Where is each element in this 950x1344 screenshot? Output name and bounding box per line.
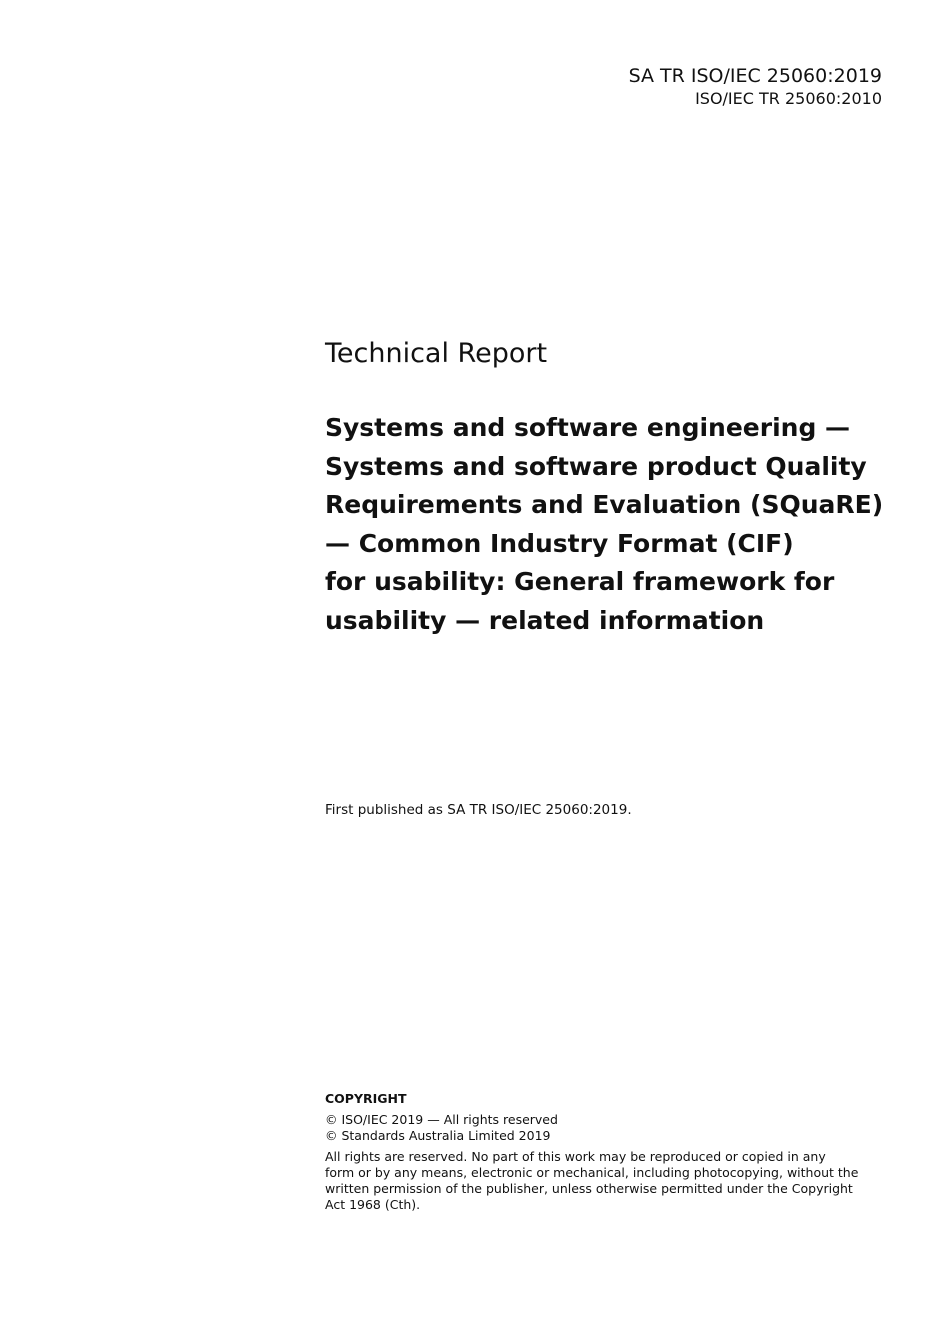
notice-line: All rights are reserved. No part of this work may be reproduced or copied in any	[325, 1149, 826, 1164]
notice-line: written permission of the publisher, unless otherwise permitted under the Copyright	[325, 1181, 853, 1196]
copyright-notice	[325, 1149, 865, 1213]
identical-standard-number: ISO/IEC TR 25060:2010	[695, 89, 882, 108]
title-line: Systems and software engineering —	[325, 413, 851, 442]
document-title	[325, 409, 905, 641]
copyright-holder: © ISO/IEC 2019 — All rights reserved	[325, 1112, 558, 1127]
title-line: Systems and software product Quality	[325, 451, 867, 481]
title-line: — Common Industry Format (CIF)	[325, 528, 794, 558]
title-line: Requirements and Evaluation (SQuaRE)	[325, 490, 884, 520]
notice-line: form or by any means, electronic or mechanical, including photocopying, without the	[325, 1165, 859, 1180]
copyright-holders	[325, 1112, 865, 1144]
standard-number: SA TR ISO/IEC 25060:2019	[628, 65, 882, 87]
notice-line: Act 1968 (Cth).	[325, 1197, 421, 1212]
publication-note: First published as SA TR ISO/IEC 25060:2019.	[325, 802, 632, 818]
copyright-heading: COPYRIGHT	[325, 1091, 407, 1106]
document-type: Technical Report	[325, 338, 548, 369]
copyright-block	[325, 1091, 865, 1213]
copyright-holder: © Standards Australia Limited 2019	[325, 1128, 551, 1143]
title-line: for usability: General framework for	[325, 567, 835, 597]
standard-designation	[629, 64, 882, 110]
title-line: usability — related information	[325, 605, 765, 635]
